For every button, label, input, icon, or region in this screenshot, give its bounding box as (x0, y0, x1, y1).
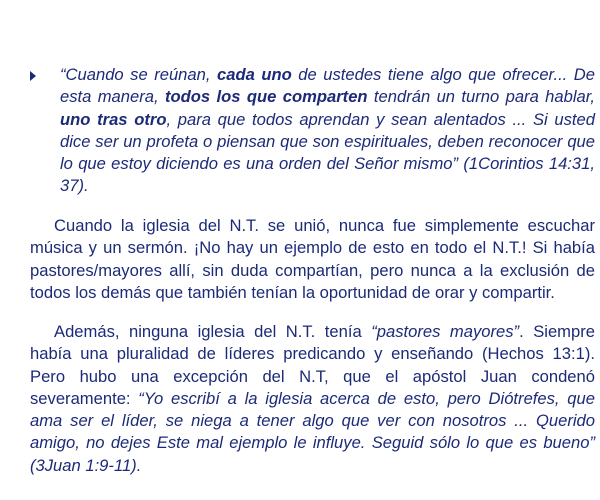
paragraph-pastores-mayores (30, 321, 595, 477)
para-segment: . Siempre había una pluralidad de líderes predicando y enseñando (Hechos 13:1). Pero hubo una excepción del N.T, que el apóstol Juan condenó severamente: (30, 322, 595, 408)
quote-text (60, 64, 595, 198)
quote-bold-cada-uno: cada uno (217, 65, 292, 84)
quote-bold-uno-tras-otro: uno tras otro (60, 109, 167, 129)
quote-bold-todos: todos los que comparten (164, 87, 368, 107)
triangle-bullet-icon (30, 71, 36, 81)
paragraph-iglesia-nt: Cuando la iglesia del N.T. se unió, nunca fue simplemente escuchar música y un sermón. ¡No hay un ejemplo de esto en todo el N.T.! Si había pastores/mayores allí, sin duda compartían, pero nunca a la exclusión de todos los demás que también tenían la oportunidad de orar y compartir. (30, 216, 595, 302)
quote-segment: tendrán un turno para hablar, (367, 87, 595, 107)
quote-bullet-item (30, 64, 595, 198)
para-italic-juan-quote: “Yo escribí a la iglesia acerca de esto, pero Diótrefes, que ama ser el líder, se niega a tener algo que ver con nosotros ... Querido amigo, no dejes Este mal ejemplo le influye. Seguid sólo lo que es bueno” (3Juan 1:9-11). (30, 388, 595, 475)
quote-segment: “Cuando se reúnan, (60, 65, 217, 84)
para-italic-pastores: “pastores mayores” (371, 322, 520, 341)
quote-segment: de ustedes tiene algo que ofrecer... De esta manera, (60, 65, 596, 107)
quote-segment: , para que todos aprendan y sean alentados ... Si usted dice ser un profeta o piensan que son espirituales, deben reconocer que lo que estoy diciendo es una orden del Señor mismo” (1Corintios 14:31, 37). (60, 109, 595, 196)
para-segment: Además, ninguna iglesia del N.T. tenía (54, 322, 372, 341)
